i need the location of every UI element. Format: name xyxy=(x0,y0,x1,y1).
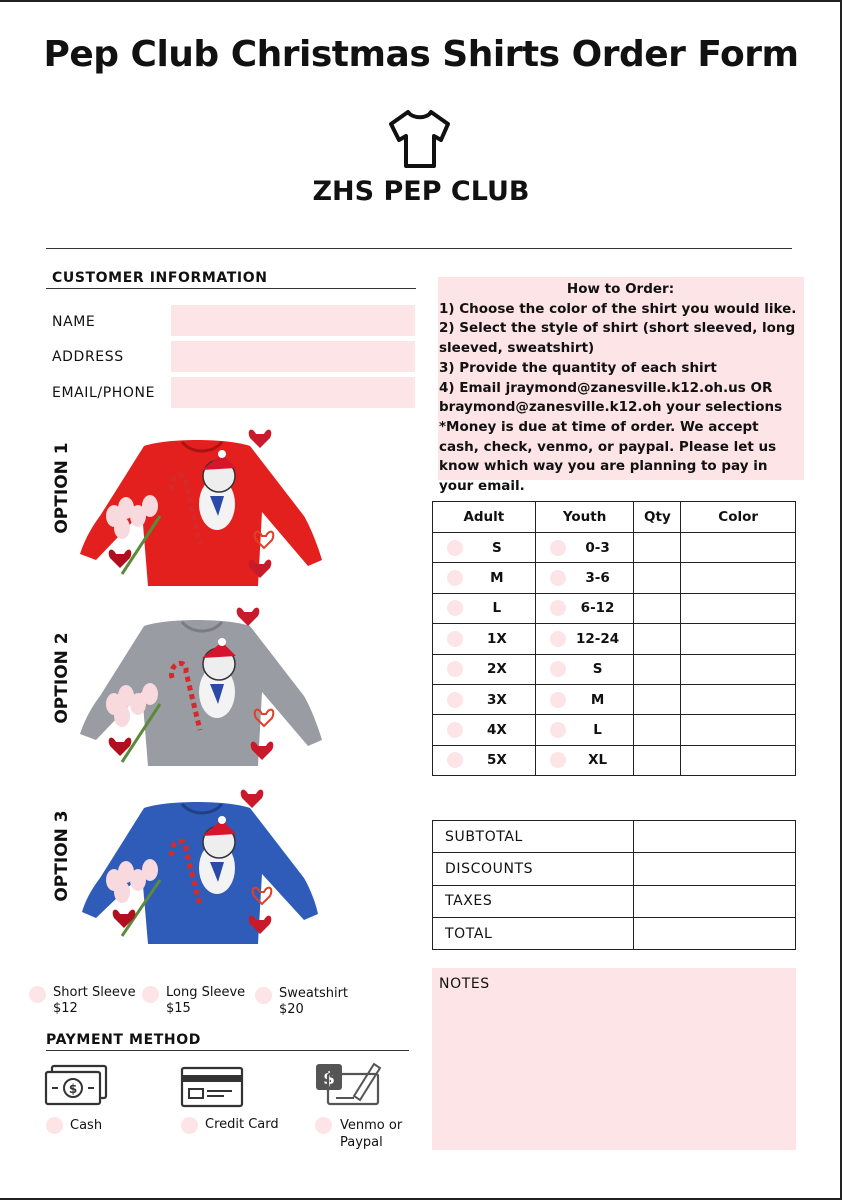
venmo-paypal-option xyxy=(340,1117,402,1151)
name-field[interactable] xyxy=(171,305,415,336)
size-order-table xyxy=(432,501,796,776)
color-cell[interactable] xyxy=(681,684,796,714)
adult-size: 1X xyxy=(486,630,507,647)
youth-size: 0-3 xyxy=(585,539,610,556)
adult-size: S xyxy=(491,539,502,556)
option-2-sweatshirt-image[interactable] xyxy=(72,604,330,774)
adult-size: 5X xyxy=(486,752,507,769)
taxes-value[interactable] xyxy=(633,885,795,917)
total-row xyxy=(433,917,796,949)
how-to-order-heading: How to Order: xyxy=(566,281,675,297)
youth-size-checkbox[interactable] xyxy=(550,570,566,586)
adult-size: 2X xyxy=(486,661,507,678)
adult-size-checkbox[interactable] xyxy=(447,540,463,556)
qty-cell[interactable] xyxy=(634,624,681,654)
cash-label: Cash xyxy=(70,1118,103,1133)
table-row xyxy=(433,654,796,684)
short-sleeve-option xyxy=(53,985,136,1017)
cash-icon xyxy=(44,1064,108,1108)
long-sleeve-radio[interactable] xyxy=(142,986,159,1003)
youth-size-checkbox[interactable] xyxy=(550,540,566,556)
payment-note: *Money is due at time of order. We accept cash, check, venmo, or paypal. Please let us know which way you are planning to pay in your email. xyxy=(439,418,777,495)
page-title: Pep Club Christmas Shirts Order Form xyxy=(43,34,799,75)
youth-size-checkbox[interactable] xyxy=(550,631,566,647)
adult-size: 3X xyxy=(486,691,507,708)
qty-cell[interactable] xyxy=(634,563,681,593)
total-value[interactable] xyxy=(633,917,795,949)
youth-size-checkbox[interactable] xyxy=(550,722,566,738)
qty-cell[interactable] xyxy=(634,593,681,623)
venmo-label: Venmo or xyxy=(340,1118,403,1133)
venmo-paypal-radio[interactable] xyxy=(315,1117,332,1134)
qty-cell[interactable] xyxy=(634,654,681,684)
payment-method-heading: PAYMENT METHOD xyxy=(46,1032,201,1048)
how-to-order-box xyxy=(438,277,804,495)
table-row xyxy=(433,715,796,745)
customer-info-heading: CUSTOMER INFORMATION xyxy=(52,270,268,286)
option-2-label: OPTION 2 xyxy=(52,632,72,724)
color-cell[interactable] xyxy=(681,715,796,745)
short-sleeve-radio[interactable] xyxy=(29,986,46,1003)
credit-card-radio[interactable] xyxy=(181,1117,198,1134)
subtotal-label: SUBTOTAL xyxy=(433,821,634,853)
adult-size: 4X xyxy=(486,722,507,739)
taxes-label: TAXES xyxy=(433,885,634,917)
color-cell[interactable] xyxy=(681,654,796,684)
short-sleeve-price: $12 xyxy=(53,1001,78,1016)
qty-cell[interactable] xyxy=(634,745,681,775)
discounts-label: DISCOUNTS xyxy=(433,853,634,885)
discounts-value[interactable] xyxy=(633,853,795,885)
divider xyxy=(46,248,792,249)
totals-table xyxy=(432,820,796,950)
credit-card-label: Credit Card xyxy=(205,1117,279,1132)
tshirt-icon xyxy=(388,106,450,172)
option-1-sweatshirt-image[interactable] xyxy=(72,424,330,592)
adult-size: M xyxy=(490,570,504,587)
color-cell[interactable] xyxy=(681,745,796,775)
color-cell[interactable] xyxy=(681,624,796,654)
table-row xyxy=(433,624,796,654)
youth-size: 3-6 xyxy=(585,570,610,587)
check-signature-icon xyxy=(314,1058,382,1108)
table-row xyxy=(433,563,796,593)
how-to-step-4: 4) Email jraymond@zanesville.k12.oh.us OR braymond@zanesville.k12.oh your selections xyxy=(439,379,783,416)
sweatshirt-label: Sweatshirt xyxy=(279,986,349,1001)
youth-size: M xyxy=(590,691,605,708)
header-adult: Adult xyxy=(433,502,536,533)
notes-label: NOTES xyxy=(439,976,490,992)
youth-size-checkbox[interactable] xyxy=(550,692,566,708)
sweatshirt-price: $20 xyxy=(279,1002,304,1017)
subtotal-value[interactable] xyxy=(633,821,795,853)
long-sleeve-label: Long Sleeve xyxy=(166,985,246,1000)
svg-text:$: $ xyxy=(68,1082,78,1096)
cash-radio[interactable] xyxy=(46,1117,63,1134)
table-row xyxy=(433,593,796,623)
short-sleeve-label: Short Sleeve xyxy=(53,985,136,1000)
adult-size-checkbox[interactable] xyxy=(447,631,463,647)
address-field[interactable] xyxy=(171,341,415,372)
discounts-row xyxy=(433,853,796,885)
how-to-step-1: 1) Choose the color of the shirt you would like. xyxy=(439,300,797,317)
taxes-row xyxy=(433,885,796,917)
credit-card-icon xyxy=(180,1066,244,1108)
adult-size: L xyxy=(492,600,502,617)
color-cell[interactable] xyxy=(681,593,796,623)
option-3-label: OPTION 3 xyxy=(52,810,72,902)
table-row xyxy=(433,533,796,563)
subtotal-row xyxy=(433,821,796,853)
long-sleeve-price: $15 xyxy=(166,1001,191,1016)
name-label: NAME xyxy=(52,314,96,330)
long-sleeve-option xyxy=(166,985,245,1017)
qty-cell[interactable] xyxy=(634,533,681,563)
youth-size: S xyxy=(592,661,603,678)
adult-size-checkbox[interactable] xyxy=(447,570,463,586)
youth-size: 6-12 xyxy=(580,600,615,617)
table-row xyxy=(433,684,796,714)
header-qty: Qty xyxy=(634,502,681,533)
payment-heading-rule xyxy=(46,1050,409,1051)
total-label: TOTAL xyxy=(433,917,634,949)
option-1-label: OPTION 1 xyxy=(52,442,72,534)
qty-cell[interactable] xyxy=(634,684,681,714)
how-to-step-2: 2) Select the style of shirt (short sleeved, long sleeved, sweatshirt) xyxy=(439,320,796,357)
adult-size-checkbox[interactable] xyxy=(447,722,463,738)
notes-box[interactable] xyxy=(432,968,796,1150)
youth-size: 12-24 xyxy=(575,630,620,647)
how-to-step-3: 3) Provide the quantity of each shirt xyxy=(439,359,717,376)
youth-size-checkbox[interactable] xyxy=(550,661,566,677)
youth-size: XL xyxy=(588,752,608,769)
email-phone-field[interactable] xyxy=(171,377,415,408)
address-label: ADDRESS xyxy=(52,349,124,365)
youth-size: L xyxy=(593,722,602,739)
club-name: ZHS PEP CLUB xyxy=(312,176,530,207)
adult-size-checkbox[interactable] xyxy=(447,692,463,708)
color-cell[interactable] xyxy=(681,563,796,593)
svg-text:$: $ xyxy=(323,1069,335,1089)
header-color: Color xyxy=(681,502,796,533)
customer-heading-rule xyxy=(46,288,416,289)
header-youth: Youth xyxy=(535,502,634,533)
sweatshirt-option xyxy=(279,986,348,1018)
qty-cell[interactable] xyxy=(634,715,681,745)
email-phone-label: EMAIL/PHONE xyxy=(52,385,156,401)
sweatshirt-radio[interactable] xyxy=(255,987,272,1004)
paypal-label: Paypal xyxy=(340,1135,383,1150)
option-3-sweatshirt-image[interactable] xyxy=(72,786,330,946)
color-cell[interactable] xyxy=(681,533,796,563)
table-row xyxy=(433,745,796,775)
